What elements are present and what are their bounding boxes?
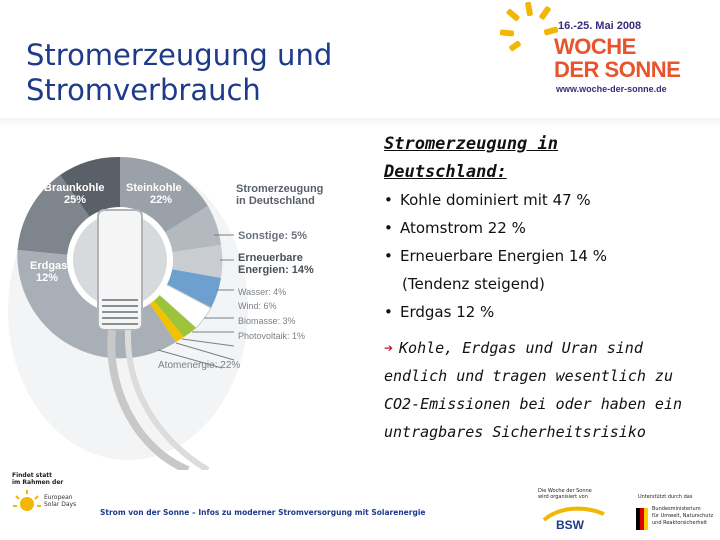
logo-name-line-2: DER SONNE [554,57,681,82]
sun-icon [12,488,42,518]
bsw-logo: BSW [540,502,610,536]
conclusion [384,334,714,446]
title-line-1: Stromerzeugung und [26,38,333,72]
label-atomenergie: Atomenergie: 22% [158,360,241,371]
logo-name-line-1: WOCHE [554,34,636,59]
label-erdgas: Erdgas 12% [30,260,68,284]
conclusion-line-4: untragbares Sicherheitsrisiko [384,423,646,441]
conclusion-line-1: ➔ Kohle, Erdgas und Uran sind [384,339,643,357]
bullet-kohle: • Kohle dominiert mit 47 % [384,191,591,209]
summary-heading-line-1: Stromerzeugung in [384,134,558,154]
bullet-erneuerbare-cont: (Tendenz steigend) [402,275,545,293]
label-wasser: Wasser: 4% [238,287,287,297]
title-line-2: Stromverbrauch [26,73,261,107]
slide-title [26,38,426,108]
bullet-erdgas: • Erdgas 12 % [384,303,495,321]
label-sonstige: Sonstige: 5% [238,230,308,242]
bullet-atomstrom: • Atomstrom 22 % [384,219,526,237]
woche-der-sonne-logo [488,0,720,100]
label-biomasse: Biomasse: 3% [238,316,296,326]
label-erneuerbare: Erneuerbare Energien: 14% [238,252,314,276]
label-wind: Wind: 6% [238,301,277,311]
footer-left-caption: Findet statt im Rahmen der [12,472,64,486]
conclusion-line-2: endlich und tragen wesentlich zu [384,367,673,385]
arrow-right-icon: ➔ [384,339,394,357]
label-braunkohle: Braunkohle 25% [44,182,105,206]
bmu-caption: Unterstützt durch das [638,494,693,500]
electricity-mix-graphic [8,150,380,470]
bsw-caption: Die Woche der Sonne wird organisiert von [538,488,592,500]
bmu-logo: Bundesministerium für Umwelt, Naturschutz und Reaktorsicherheit [636,504,716,536]
label-steinkohle: Steinkohle 22% [126,182,182,206]
event-date: 16.-25. Mai 2008 [558,20,642,32]
summary-heading-line-2: Deutschland: [384,162,507,182]
logo-url: www.woche-der-sonne.de [556,84,667,94]
federal-flag-icon [636,508,648,530]
label-photovoltaik: Photovoltaik: 1% [238,331,306,341]
footer-tagline: Strom von der Sonne – Infos zu moderner Stromversorgung mit Solarenergie [100,508,426,517]
label-stromerzeugung: Stromerzeugung in Deutschland [236,183,324,207]
european-solar-days-logo: European Solar Days [12,488,92,518]
conclusion-line-3: CO2-Emissionen bei oder haben ein [384,395,683,413]
bullet-erneuerbare: • Erneuerbare Energien 14 % [384,247,607,265]
summary-text [384,130,714,446]
header-divider [0,118,720,128]
